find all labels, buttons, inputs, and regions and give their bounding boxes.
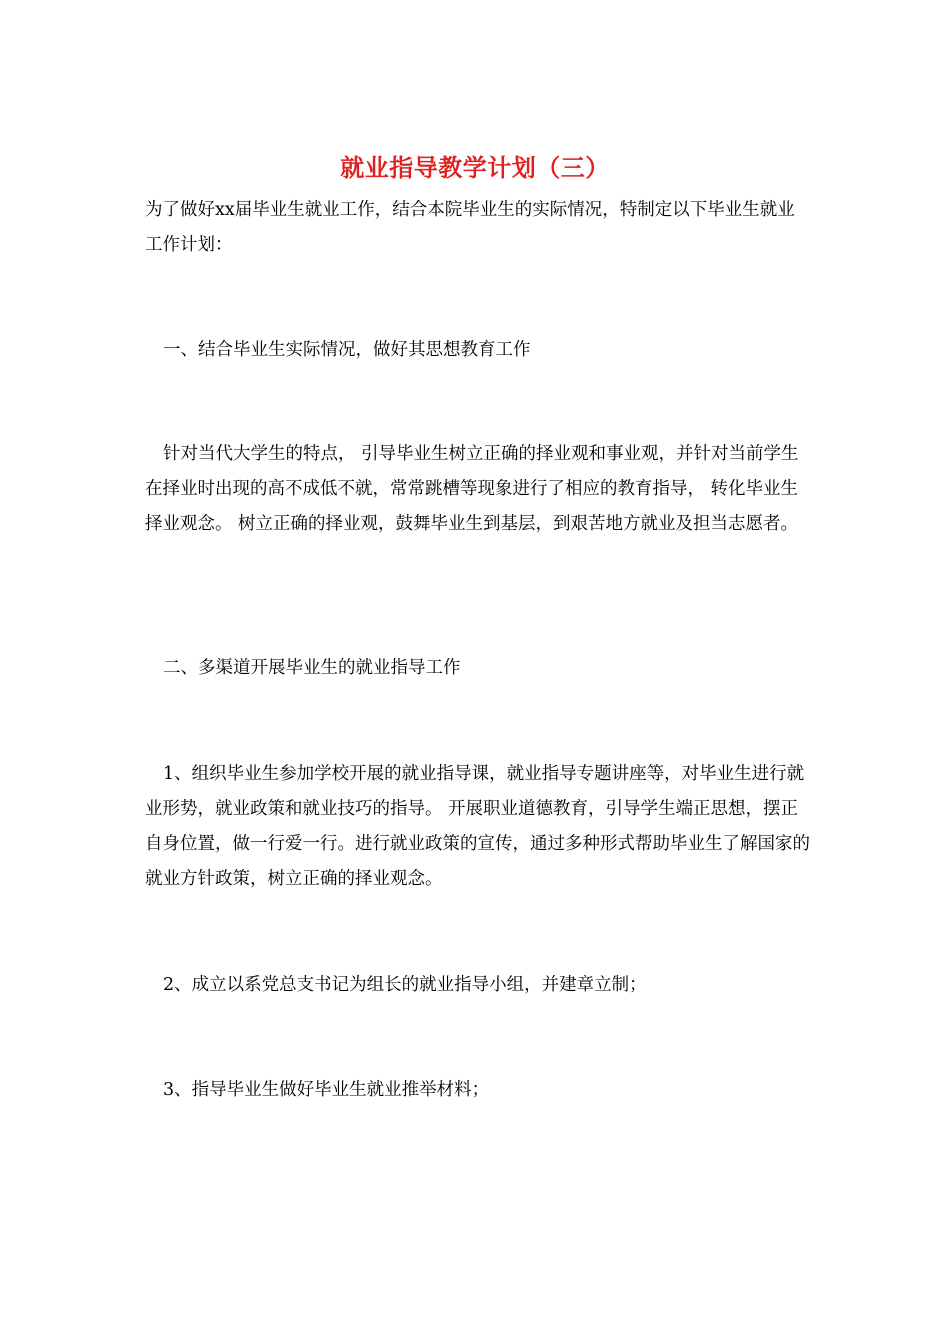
section2-heading: 二、多渠道开展毕业生的就业指导工作 xyxy=(163,658,461,678)
document-title: 就业指导教学计划（三） xyxy=(340,153,610,182)
list-item-1: 1、组织毕业生参加学校开展的就业指导课，就业指导专题讲座等，对毕业生进行就业形势，就业政策和就业技巧的指导。 开展职业道德教育，引导学生端正思想，摆正自身位置，做一行爱一行。进行就业政策的宣传，通过多种形式帮助毕业生了解国家的就业方针政策，树立正确的择业观念。 xyxy=(145,764,810,889)
intro-paragraph: 为了做好xx届毕业生就业工作，结合本院毕业生的实际情况，特制定以下毕业生就业工作计划： xyxy=(145,200,795,255)
section1-body: 针对当代大学生的特点， 引导毕业生树立正确的择业观和事业观，并针对当前学生在择业时出现的高不成低不就，常常跳槽等现象进行了相应的教育指导， 转化毕业生择业观念。 树立正确的择业观，鼓舞毕业生到基层，到艰苦地方就业及担当志愿者。 xyxy=(145,444,799,534)
section1-heading: 一、结合毕业生实际情况，做好其思想教育工作 xyxy=(163,340,531,360)
list-item-3: 3、指导毕业生做好毕业生就业推举材料； xyxy=(163,1080,490,1100)
list-item-2: 2、成立以系党总支书记为组长的就业指导小组，并建章立制； xyxy=(163,975,647,995)
